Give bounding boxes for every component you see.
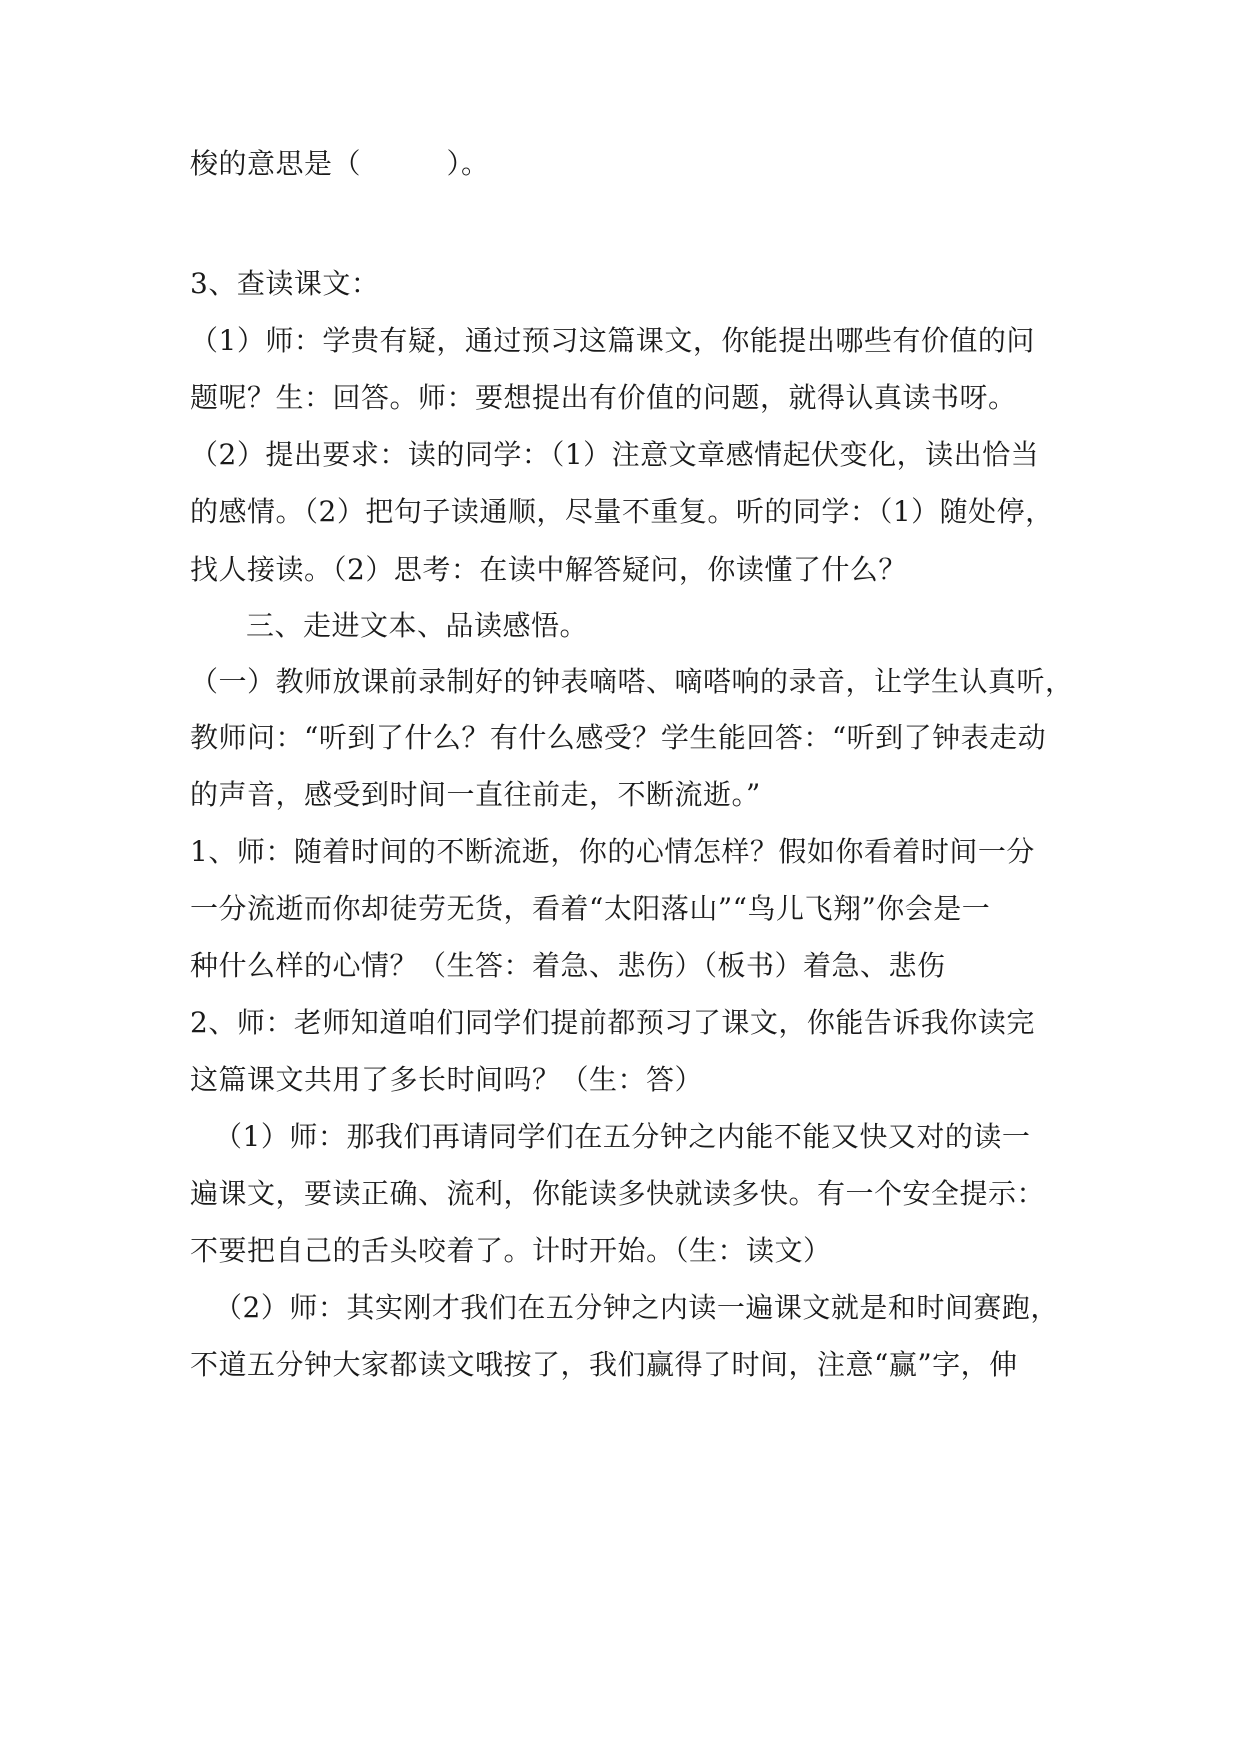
text-line: 2、师：老师知道咱们同学们提前都预习了课文，你能告诉我你读完	[190, 1006, 1035, 1039]
text-line: （2）提出要求：读的同学：（1）注意文章感情起伏变化，读出恰当	[190, 438, 1040, 471]
text-line: （1）师：学贵有疑，通过预习这篇课文，你能提出哪些有价值的问	[190, 324, 1035, 357]
text-line: 1、师：随着时间的不断流逝，你的心情怎样？假如你看着时间一分	[190, 835, 1035, 868]
text-line: 种什么样的心情？（生答：着急、悲伤）（板书）着急、悲伤	[190, 949, 946, 982]
text-line: 的声音，感受到时间一直往前走，不断流逝。”	[190, 778, 761, 811]
text-line: 遍课文，要读正确、流利，你能读多快就读多快。有一个安全提示：	[190, 1177, 1046, 1210]
text-line: 的感情。（2）把句子读通顺，尽量不重复。听的同学：（1）随处停，	[190, 495, 1054, 528]
text-line: （1）师：那我们再请同学们在五分钟之内能不能又快又对的读一	[214, 1120, 1031, 1153]
text-line: 不要把自己的舌头咬着了。计时开始。（生：读文）	[190, 1234, 832, 1267]
text-line: 这篇课文共用了多长时间吗？（生：答）	[190, 1063, 704, 1096]
section-heading: 3、查读课文：	[190, 267, 380, 300]
text-line: 梭的意思是（ ）。	[190, 147, 490, 180]
section-heading: 三、走进文本、品读感悟。	[246, 609, 589, 642]
text-line: 教师问：“听到了什么？有什么感受？学生能回答：“听到了钟表走动	[190, 721, 1047, 754]
text-line: （2）师：其实刚才我们在五分钟之内读一遍课文就是和时间赛跑，	[214, 1291, 1059, 1324]
text-line: （一）教师放课前录制好的钟表嘀嗒、嘀嗒响的录音，让学生认真听，	[190, 665, 1074, 698]
text-line: 题呢？生：回答。师：要想提出有价值的问题，就得认真读书呀。	[190, 381, 1017, 414]
text-line: 一分流逝而你却徒劳无货，看着“太阳落山”“鸟儿飞翔”你会是一	[190, 892, 991, 925]
text-line: 不道五分钟大家都读文哦按了，我们赢得了时间，注意“赢”字，伸	[190, 1348, 1018, 1381]
text-line: 找人接读。（2）思考：在读中解答疑问，你读懂了什么？	[190, 553, 907, 586]
